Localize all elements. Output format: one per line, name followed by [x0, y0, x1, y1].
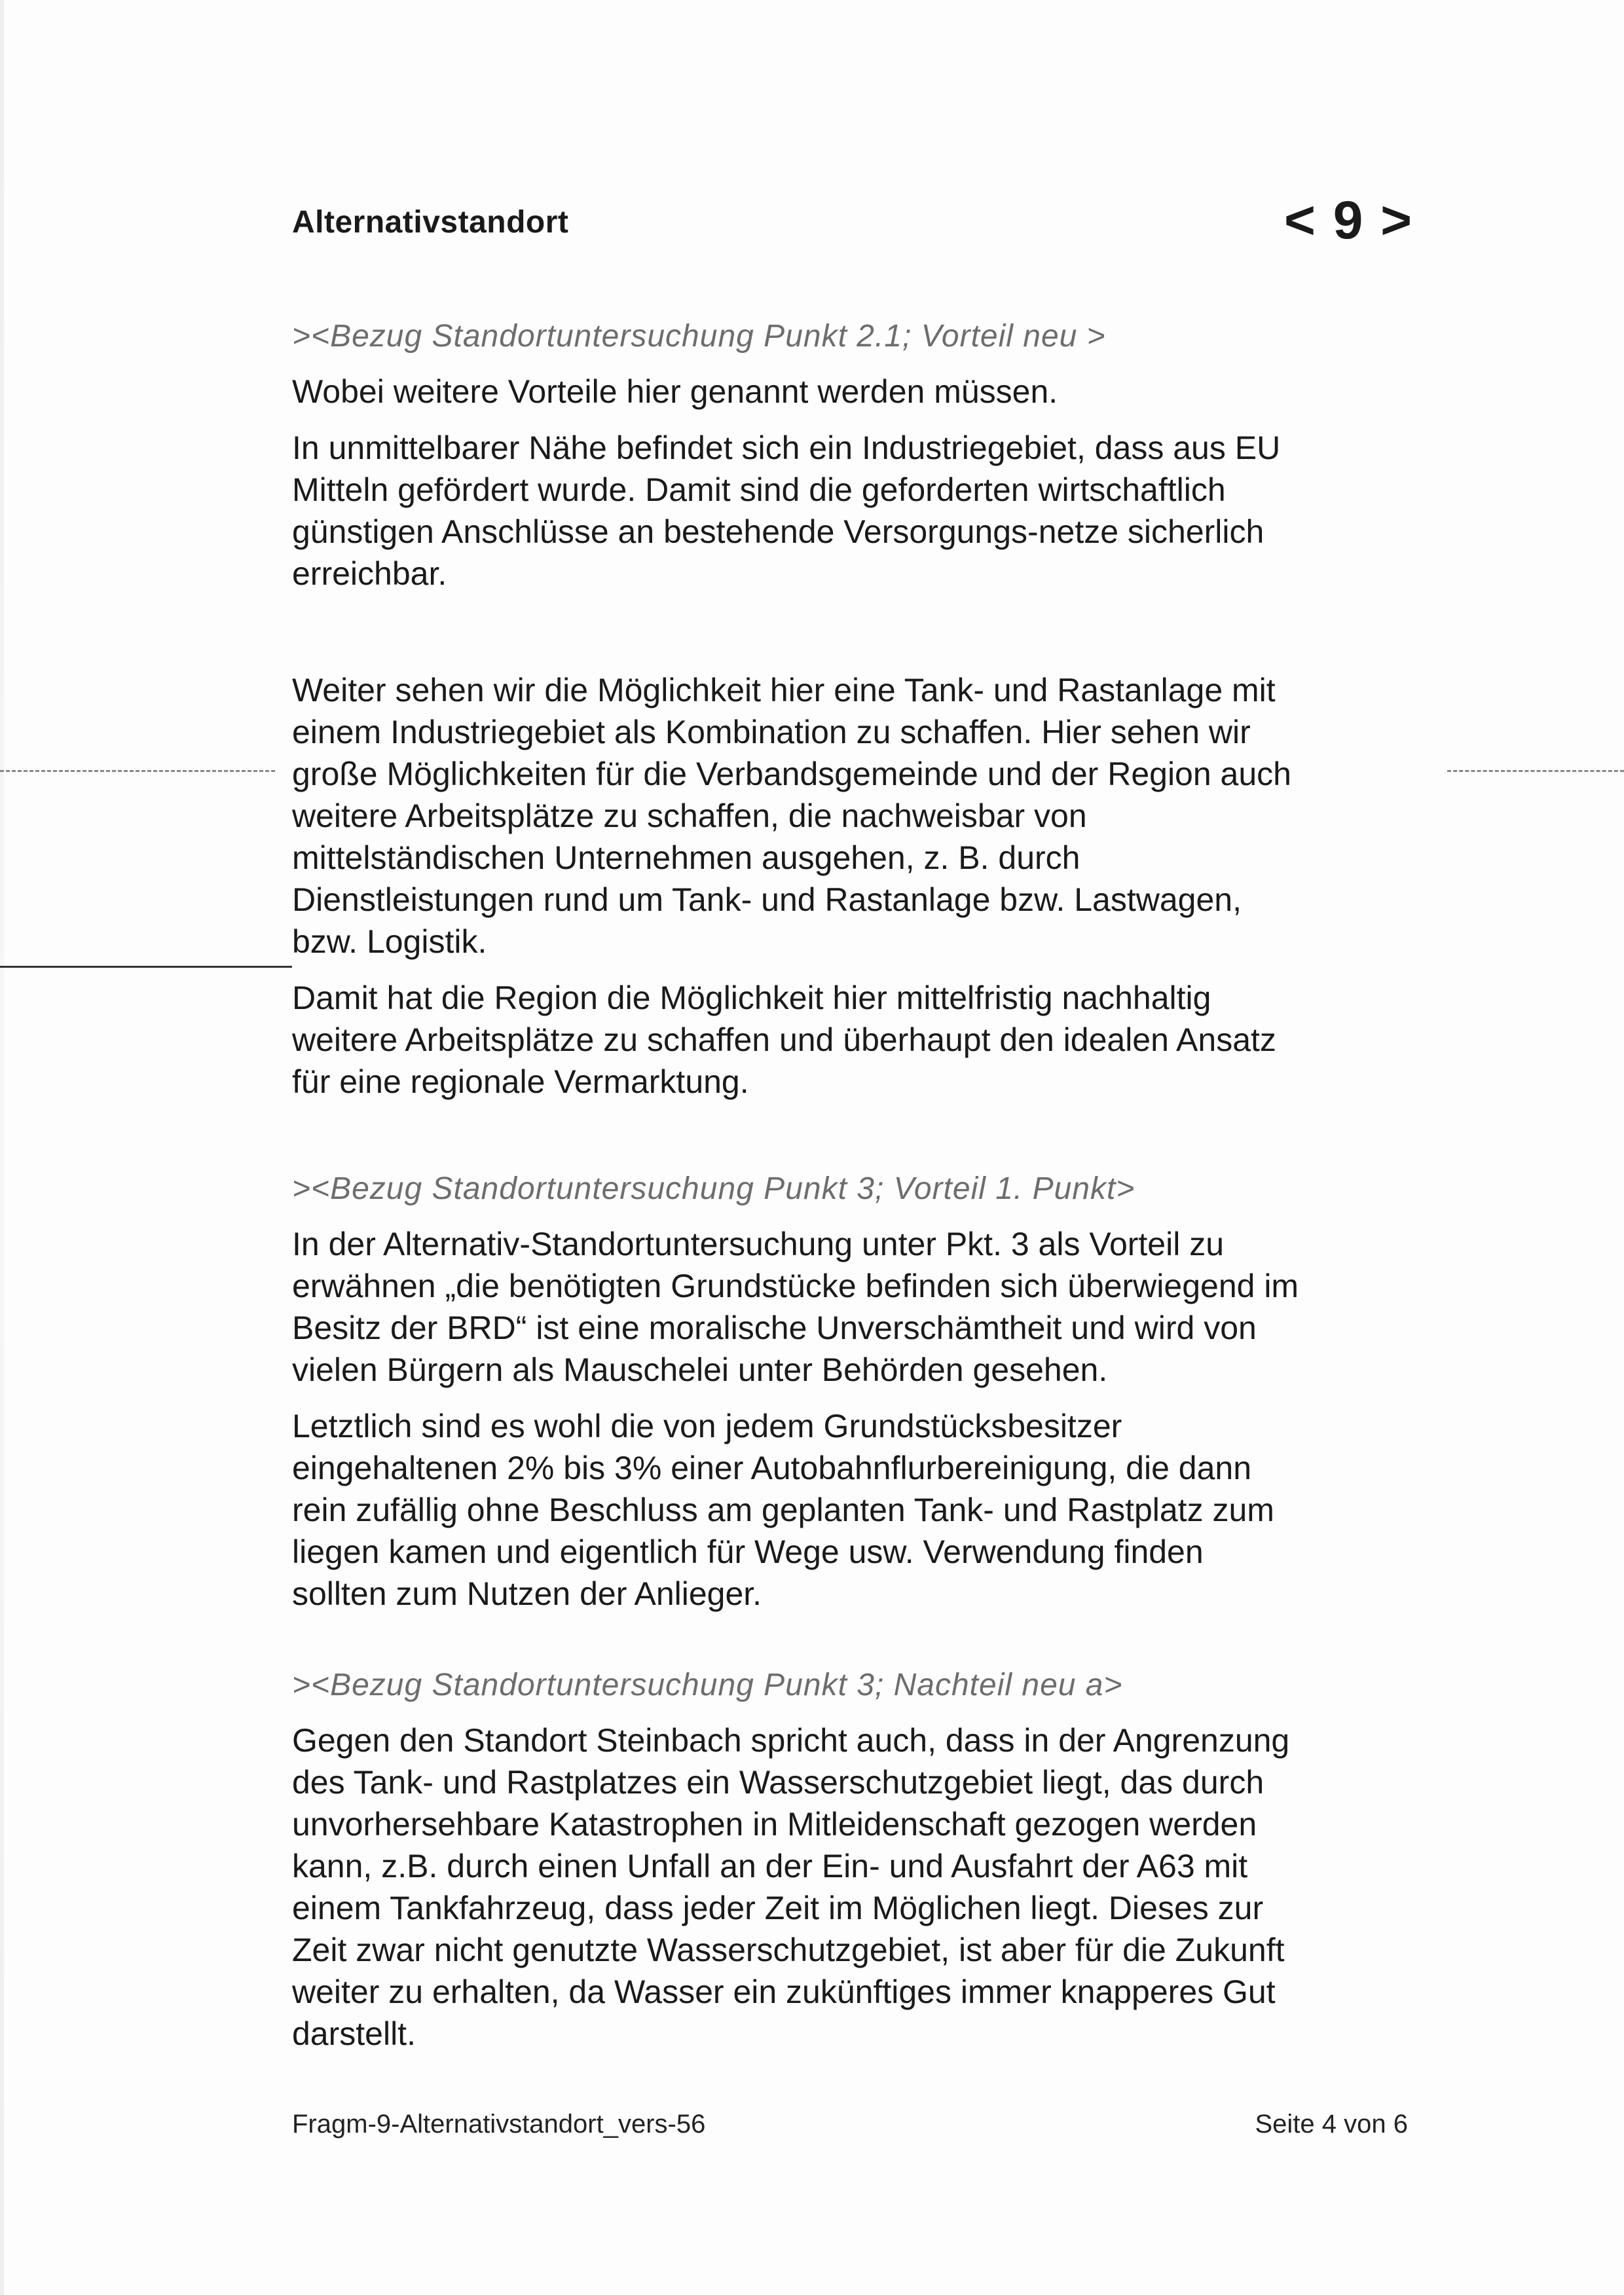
- paragraph-6: Letztlich sind es wohl die von jedem Grundstücksbesitzer eingehaltenen 2% bis 3% einer Autobahnflurbereinigung, die dann rein zufällig ohne Beschluss am geplanten Tank- und Rastplatz zum liegen kamen und eigentlich für Wege usw. Verwendung finden sollten zum Nutzen der Anlieger.: [292, 1408, 1274, 1612]
- reference-note-1: ><Bezug Standortuntersuchung Punkt 2.1; Vorteil neu >: [292, 319, 1106, 354]
- margin-rule-line: [0, 966, 292, 968]
- reference-note-3: ><Bezug Standortuntersuchung Punkt 3; Nachteil neu a>: [292, 1668, 1123, 1702]
- paragraph-1: Wobei weitere Vorteile hier genannt werden müssen.: [292, 373, 1058, 410]
- paragraph-7: Gegen den Standort Steinbach spricht auch, dass in der Angrenzung des Tank- und Rastplatzes ein Wasserschutzgebiet liegt, das durch unvorhersehbare Katastrophen in Mitleidenschaft gezogen werden kann, z.B. durch einen Unfall an der Ein- und Ausfahrt der A63 mit einem Tankfahrzeug, dass jeder Zeit im Möglichen liegt. Dieses zur Zeit zwar nicht genutzte Wasserschutzgebiet, ist aber für die Zukunft weiter zu erhalten, da Wasser ein zukünftiges immer knapperes Gut darstellt.: [292, 1722, 1290, 2052]
- page-title: Alternativstandort: [292, 205, 569, 240]
- footer-filename: Fragm-9-Alternativstandort_vers-56: [292, 2110, 706, 2139]
- paragraph-2: In unmittelbarer Nähe befindet sich ein Industriegebiet, dass aus EU Mitteln gefördert wurde. Damit sind die geforderten wirtschaftlich günstigen Anschlüsse an bestehende Versorgungs-netze sicherlich erreichbar.: [292, 430, 1281, 592]
- paragraph-4: Damit hat die Region die Möglichkeit hier mittelfristig nachhaltig weitere Arbeitsplätze zu schaffen und überhaupt den idealen Ansatz für eine regionale Vermarktung.: [292, 980, 1276, 1100]
- fragment-number: < 9 >: [1284, 191, 1413, 250]
- paragraph-5: In der Alternativ-Standortuntersuchung unter Pkt. 3 als Vorteil zu erwähnen „die benötigten Grundstücke befinden sich überwiegend im Besitz der BRD“ ist eine moralische Unverschämtheit und wird von vielen Bürgern als Mauschelei unter Behörden gesehen.: [292, 1226, 1299, 1388]
- footer-page-number: Seite 4 von 6: [1255, 2110, 1408, 2139]
- spacer: [292, 1117, 1431, 1168]
- dashed-fold-line-left: [0, 770, 275, 772]
- scan-edge-shadow: [0, 0, 4, 2295]
- reference-note-2: ><Bezug Standortuntersuchung Punkt 3; Vorteil 1. Punkt>: [292, 1171, 1135, 1206]
- spacer: [292, 1629, 1431, 1664]
- dashed-fold-line-right: [1447, 770, 1624, 772]
- spacer: [292, 609, 1431, 669]
- paragraph-3: Weiter sehen wir die Möglichkeit hier eine Tank- und Rastanlage mit einem Industriegebiet als Kombination zu schaffen. Hier sehen wir große Möglichkeiten für die Verbandsgemeinde und der Region auch weitere Arbeitsplätze zu schaffen, die nachweisbar von mittelständischen Unternehmen ausgehen, z. B. durch Dienstleistungen rund um Tank- und Rastanlage bzw. Lastwagen, bzw. Logistik.: [292, 672, 1291, 960]
- document-body: [292, 316, 1431, 2069]
